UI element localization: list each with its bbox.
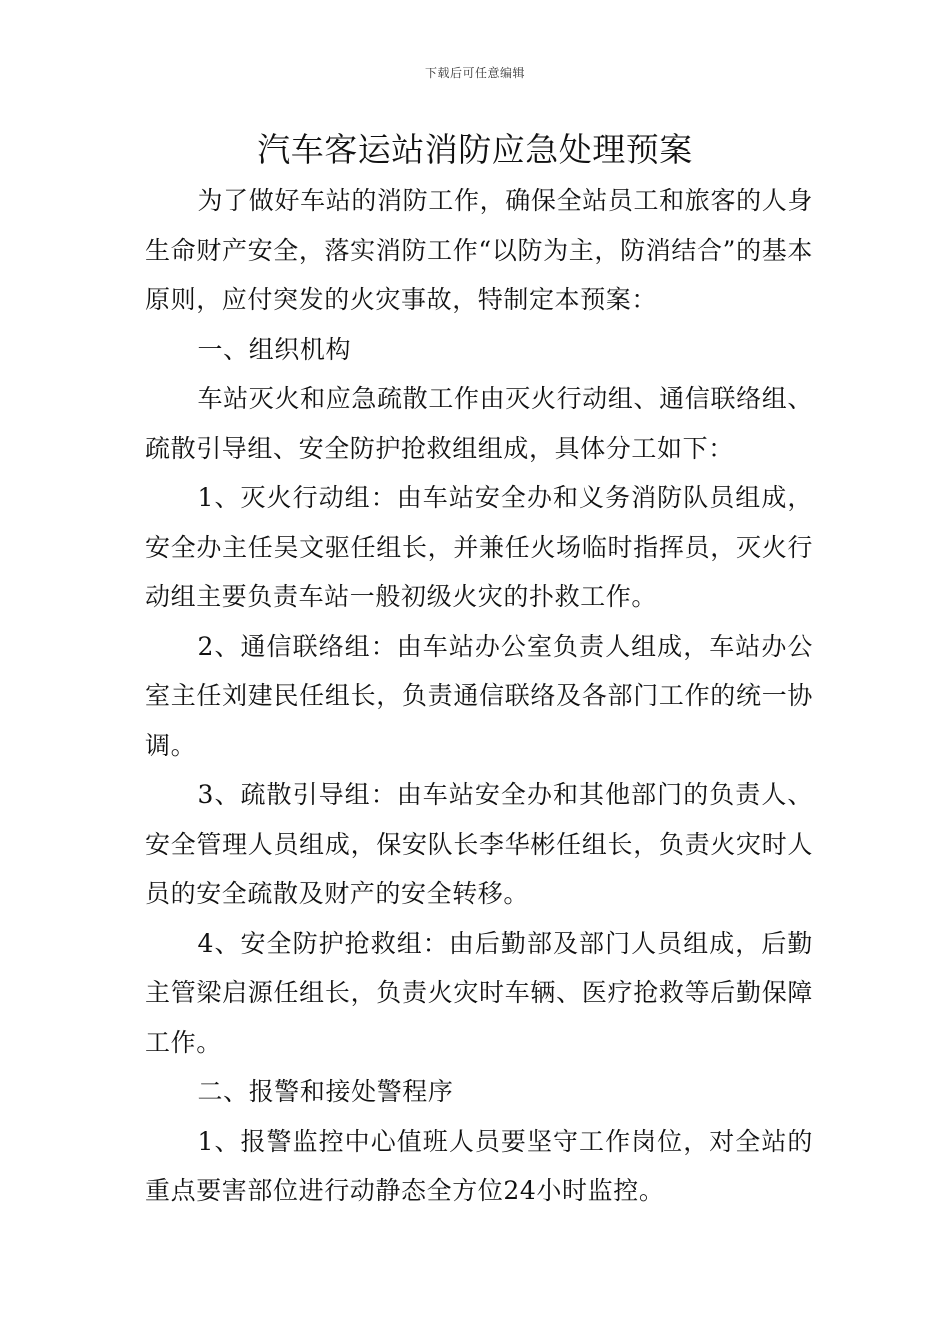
evacuation-group-paragraph: 3、疏散引导组：由车站安全办和其他部门的负责人、安全管理人员组成，保安队长李华彬任组长，负责火灾时人员的安全疏散及财产的安全转移。 xyxy=(145,780,813,908)
alarm-monitoring-paragraph: 1、报警监控中心值班人员要坚守工作岗位，对全站的重点要害部位进行动静态全方位24小时监控。 xyxy=(145,1126,813,1205)
safety-rescue-group-paragraph: 4、安全防护抢救组：由后勤部及部门人员组成，后勤主管梁启源任组长，负责火灾时车辆、医疗抢救等后勤保障工作。 xyxy=(145,928,813,1057)
section-heading-alarm: 二、报警和接处警程序 xyxy=(197,1077,454,1106)
document-title: 汽车客运站消防应急处理预案 xyxy=(257,130,693,169)
fire-action-group-paragraph: 1、灭火行动组：由车站安全办和义务消防队员组成，安全办主任吴文驱任组长，并兼任火场临时指挥员，灭火行动组主要负责车站一般初级火灾的扑救工作。 xyxy=(145,483,813,611)
section-heading-organization: 一、组织机构 xyxy=(197,334,352,364)
intro-paragraph: 为了做好车站的消防工作，确保全站员工和旅客的人身生命财产安全，落实消防工作“以防为主，防消结合”的基本原则，应付突发的火灾事故，特制定本预案： xyxy=(145,186,813,314)
communication-group-paragraph: 2、通信联络组：由车站办公室负责人组成，车站办公室主任刘建民任组长，负责通信联络及各部门工作的统一协调。 xyxy=(145,631,813,760)
organization-paragraph: 车站灭火和应急疏散工作由灭火行动组、通信联络组、疏散引导组、安全防护抢救组组成，具体分工如下： xyxy=(145,384,813,463)
header-note: 下载后可任意编辑 xyxy=(424,66,525,80)
document-body xyxy=(145,176,813,1216)
